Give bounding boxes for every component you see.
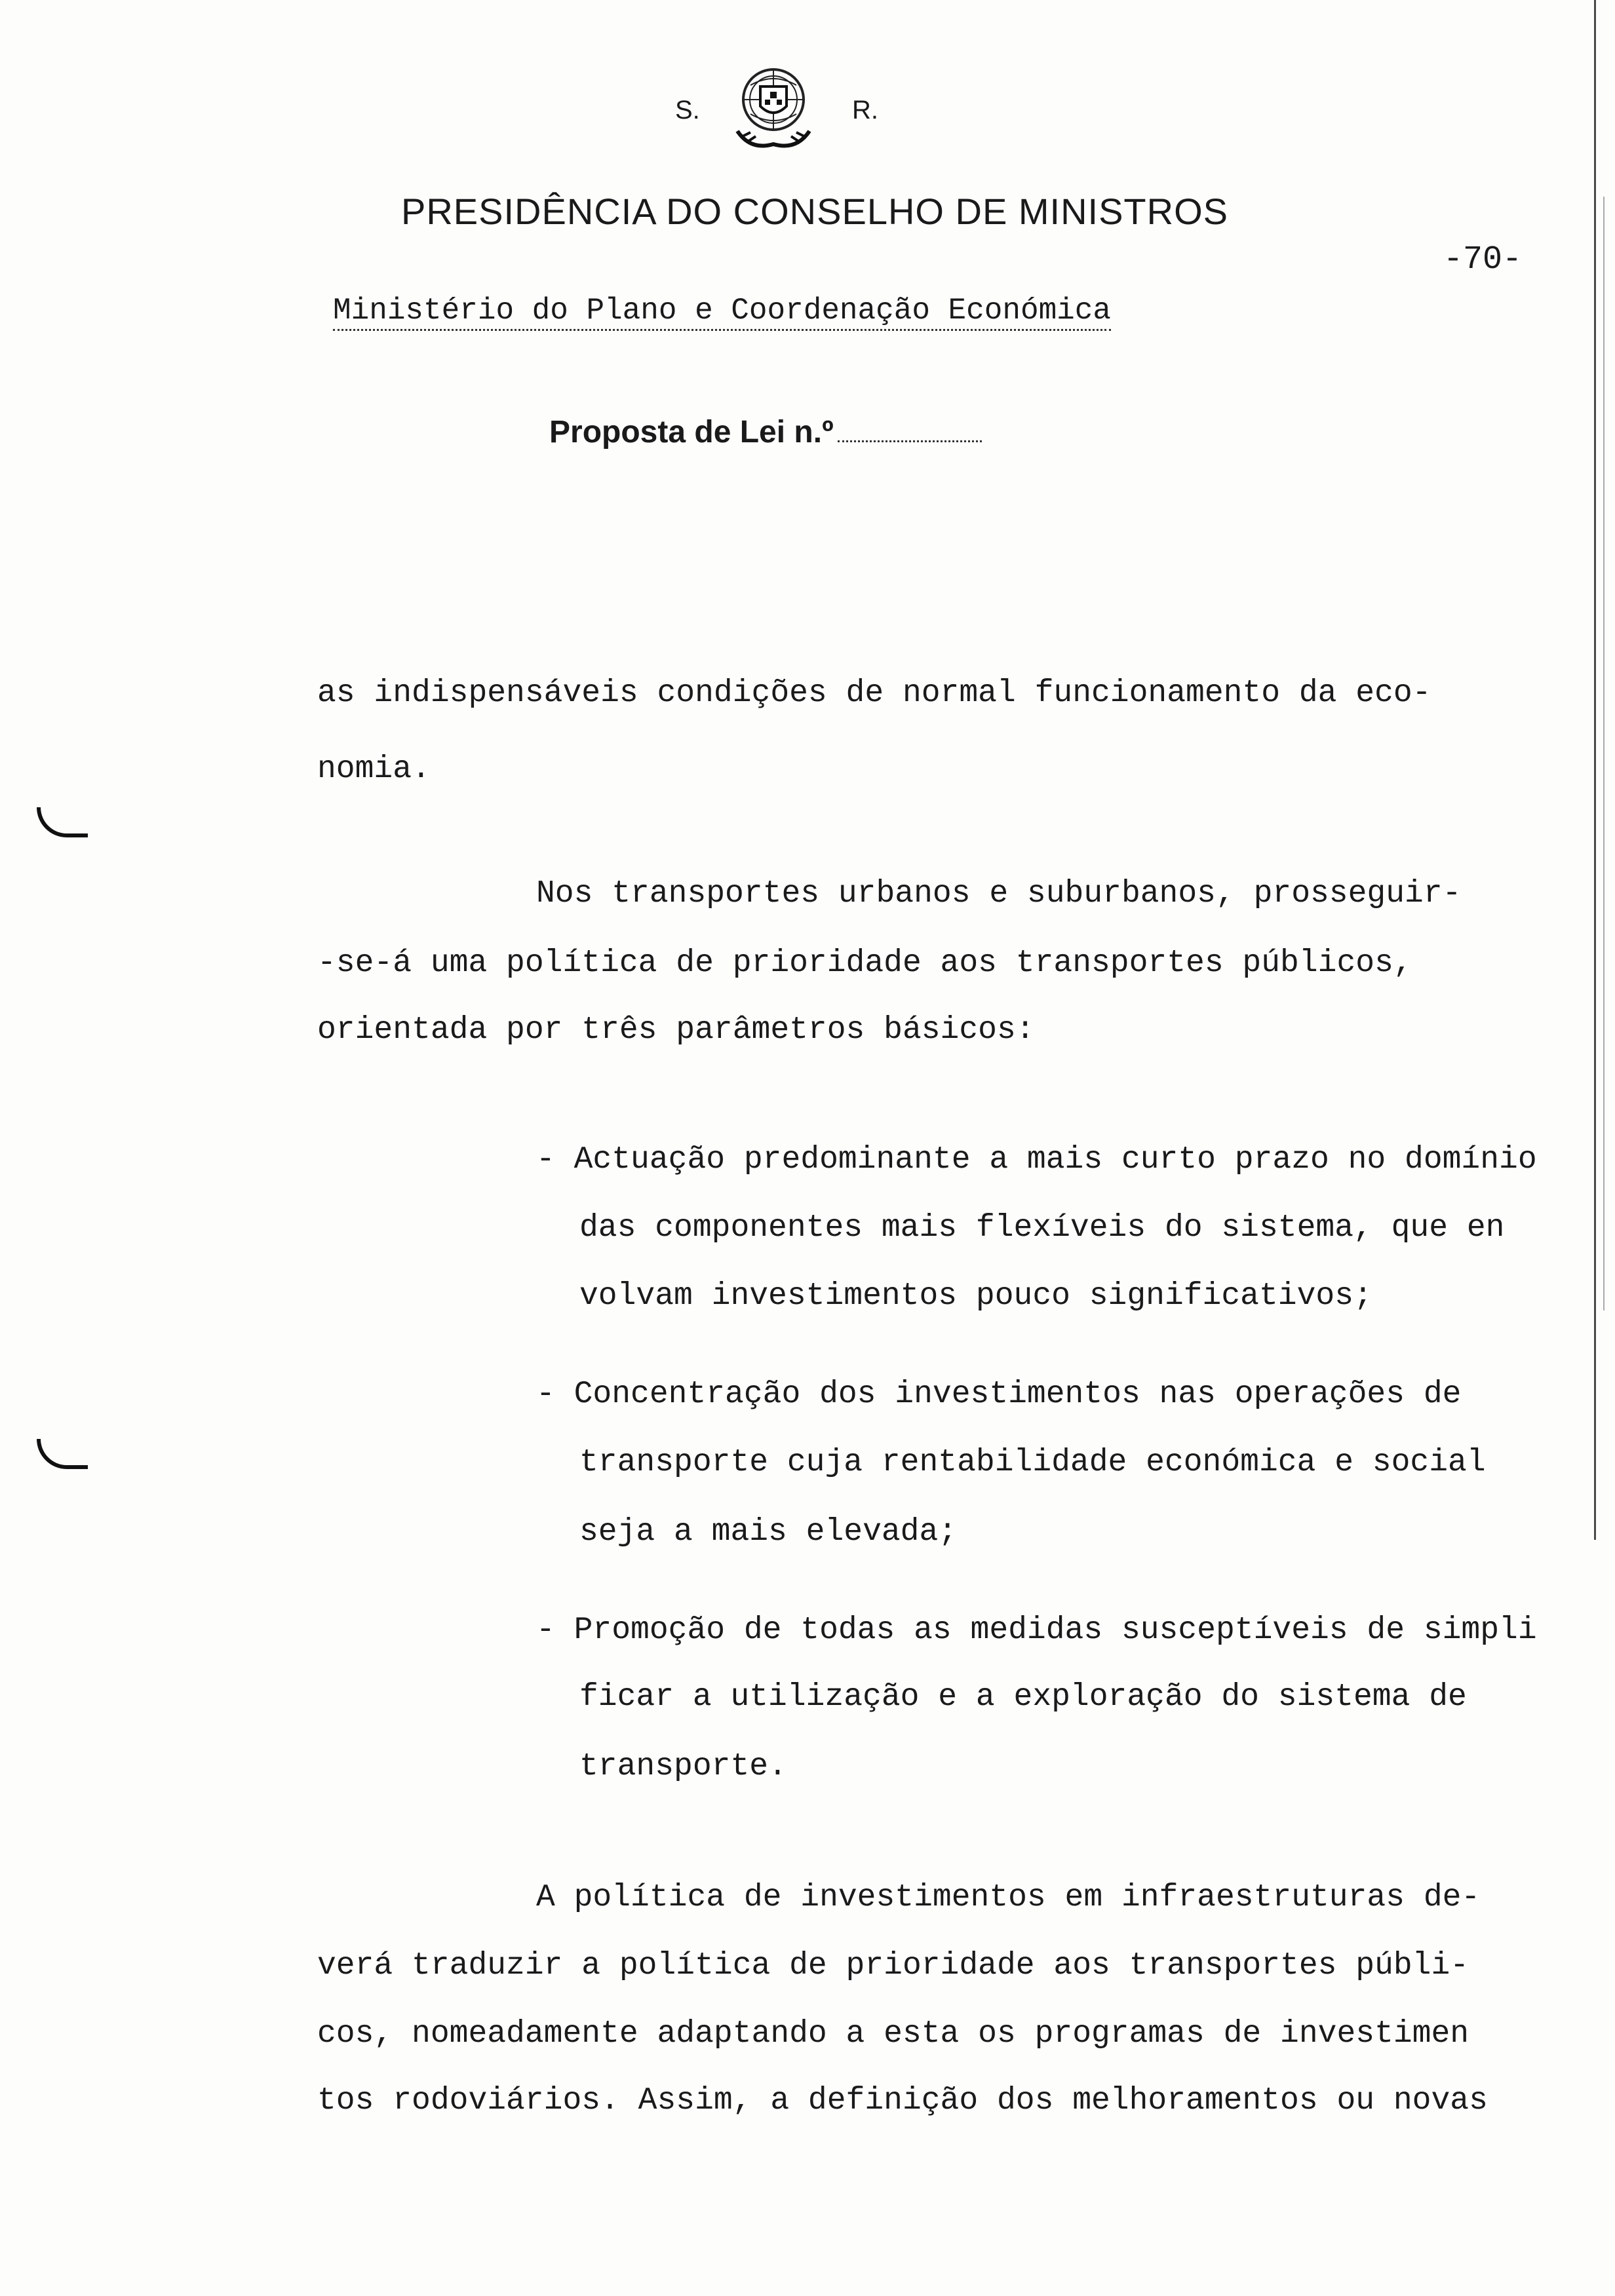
bullet-line: ficar a utilização e a exploração do sistema de — [579, 1679, 1467, 1715]
page-number: -70- — [1443, 241, 1523, 278]
body-line: A política de investimentos em infraestruturas de- — [536, 1880, 1481, 1915]
margin-hole-mark — [37, 807, 88, 837]
sr-right-letter: R. — [852, 96, 878, 124]
proposal-label — [549, 414, 982, 450]
bullet-line: - Concentração dos investimentos nas operações de — [536, 1377, 1462, 1412]
ministry-line: Ministério do Plano e Coordenação Económica — [333, 294, 1111, 331]
body-line: as indispensáveis condições de normal funcionamento da eco- — [317, 676, 1431, 711]
proposal-number-blank — [838, 440, 982, 442]
bullet-line: transporte cuja rentabilidade económica e social — [579, 1445, 1486, 1480]
bullet-line: seja a mais elevada; — [579, 1514, 958, 1550]
bullet-line: das componentes mais flexíveis do sistema, que en — [579, 1210, 1505, 1246]
coat-of-arms-emblem — [724, 59, 823, 157]
margin-hole-mark — [37, 1439, 88, 1469]
body-line: -se-á uma política de prioridade aos transportes públicos, — [317, 946, 1412, 981]
page-edge-line — [1594, 0, 1596, 1540]
body-line: tos rodoviários. Assim, a definição dos melhoramentos ou novas — [317, 2083, 1488, 2118]
proposal-label-text: Proposta de Lei n.º — [549, 415, 834, 450]
bullet-line: - Promoção de todas as medidas susceptíveis de simpli — [536, 1613, 1537, 1648]
page-edge-shadow — [1603, 197, 1605, 1311]
sr-left-letter: S. — [675, 96, 700, 124]
bullet-line: - Actuação predominante a mais curto prazo no domínio — [536, 1142, 1537, 1177]
body-line: orientada por três parâmetros básicos: — [317, 1012, 1035, 1048]
bullet-line: volvam investimentos pouco significativos; — [579, 1278, 1372, 1314]
body-line: nomia. — [317, 752, 431, 787]
bullet-line: transporte. — [579, 1749, 787, 1784]
body-line: Nos transportes urbanos e suburbanos, prosseguir- — [536, 876, 1462, 911]
body-line: cos, nomeadamente adaptando a esta os programas de investimen — [317, 2016, 1469, 2052]
body-line: verá traduzir a política de prioridade aos transportes públi- — [317, 1948, 1469, 1983]
page-title: PRESIDÊNCIA DO CONSELHO DE MINISTROS — [401, 191, 1228, 232]
